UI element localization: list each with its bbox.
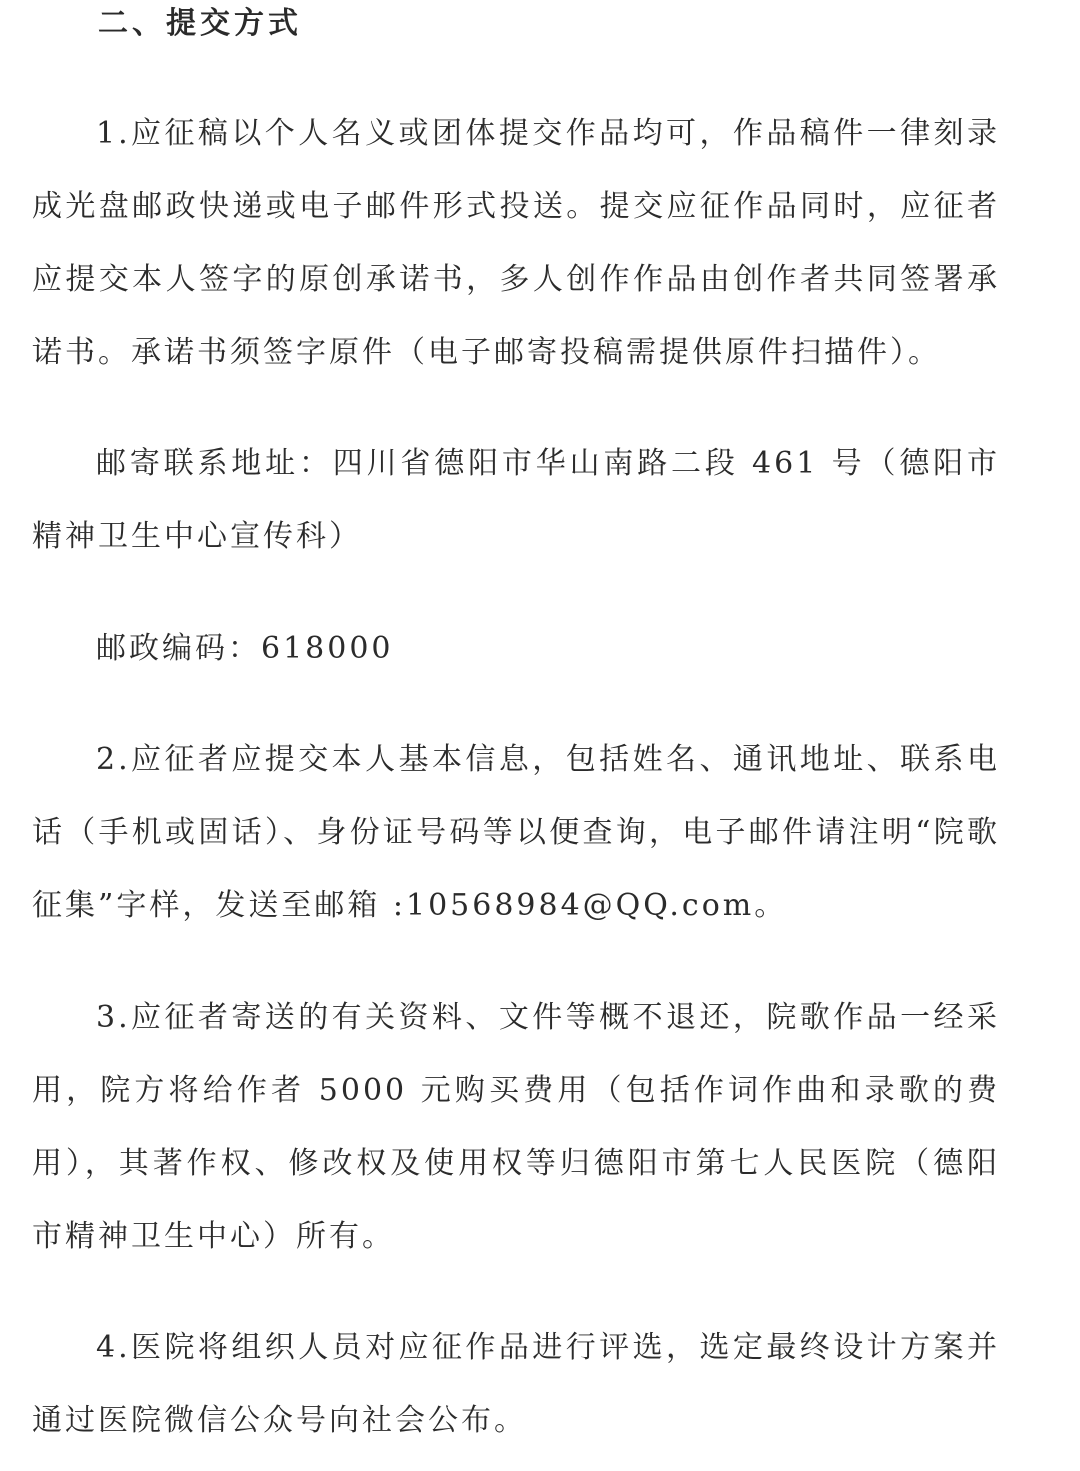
paragraph-item-1: 1.应征稿以个人名义或团体提交作品均可，作品稿件一律刻录成光盘邮政快递或电子邮件形式投送。提交应征作品同时，应征者应提交本人签字的原创承诺书，多人创作作品由创作者共同签署承诺书。承诺书须签字原件（电子邮寄投稿需提供原件扫描件）。 bbox=[32, 116, 1000, 370]
postal-code: 邮政编码：618000 bbox=[96, 631, 394, 666]
mailing-address: 邮寄联系地址：四川省德阳市华山南路二段 461 号（德阳市精神卫生中心宣传科） bbox=[32, 446, 1000, 554]
paragraph-item-4: 4.医院将组织人员对应征作品进行评选，选定最终设计方案并通过医院微信公众号向社会公布。 bbox=[32, 1330, 1000, 1438]
paragraph-item-2: 2.应征者应提交本人基本信息，包括姓名、通讯地址、联系电话（手机或固话）、身份证号码等以便查询，电子邮件请注明“院歌征集”字样，发送至邮箱 :10568984@QQ.com。 bbox=[32, 742, 1000, 923]
paragraph-item-3: 3.应征者寄送的有关资料、文件等概不退还，院歌作品一经采用，院方将给作者 5000 元购买费用（包括作词作曲和录歌的费用），其著作权、修改权及使用权等归德阳市第七人民医院（德阳市精神卫生中心）所有。 bbox=[32, 1000, 1000, 1254]
section-heading: 二、提交方式 bbox=[98, 6, 302, 41]
